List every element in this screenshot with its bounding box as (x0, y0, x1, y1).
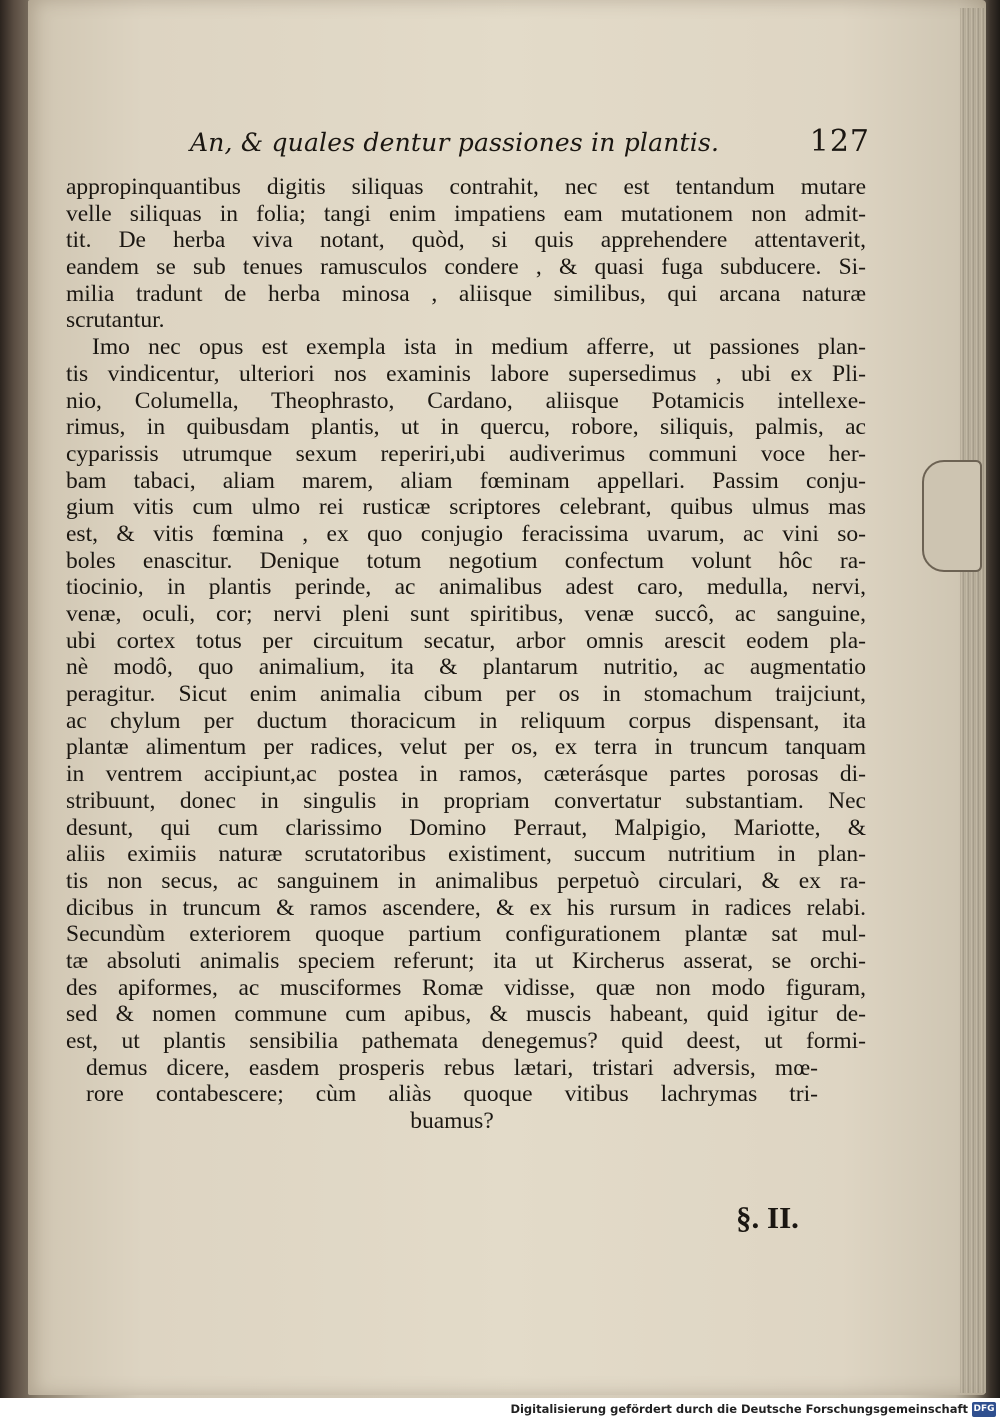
body-line: peragitur. Sicut enim animalia cibum per os in stomachum traijciunt, (66, 681, 866, 708)
body-line: Secundùm exteriorem quoque partium configurationem plantæ sat mul- (66, 921, 866, 948)
body-line: eandem se sub tenues ramusculos condere , & quasi fuga subducere. Si- (66, 254, 866, 281)
body-line: venæ, oculi, cor; nervi pleni sunt spiritibus, venæ succô, ac sanguine, (66, 601, 866, 627)
body-line: nè modô, quo animalium, ita & plantarum nutritio, ac augmentatio (66, 654, 866, 681)
body-text (66, 174, 866, 1135)
closing-block (86, 1055, 818, 1135)
body-line: ubi cortex totus per circuitum secatur, arbor omnis arescit eodem pla- (66, 627, 866, 654)
closing-line: demus dicere, easdem prosperis rebus lætari, tristari adversis, mœ- (86, 1054, 818, 1081)
body-line: dicibus in truncum & ramos ascendere, & ex his rursum in radices relabi. (66, 894, 866, 921)
body-line: velle siliquas in folia; tangi enim impatiens eam mutationem non admit- (66, 200, 866, 227)
dfg-logo: DFG (972, 1402, 996, 1417)
body-line: tiocinio, in plantis perinde, ac animalibus adest caro, medulla, nervi, (66, 574, 866, 601)
body-line: cyparissis utrumque sexum reperiri,ubi audiverimus communi voce her- (66, 440, 866, 467)
body-line: tis non secus, ac sanguinem in animalibus perpetuò circulari, & ex ra- (66, 867, 866, 894)
body-line: tis vindicentur, ulteriori nos examinis labore supersedimus , ubi ex Pli- (66, 360, 866, 387)
body-line: bam tabaci, aliam marem, aliam fœminam appellari. Passim conju- (66, 467, 866, 494)
body-line: tit. De herba viva notant, quòd, si quis apprehendere attentaverit, (66, 227, 866, 254)
body-line: appropinquantibus digitis siliquas contrahit, nec est tentandum mutare (66, 174, 866, 200)
body-line: plantæ alimentum per radices, velut per os, ex terra in truncum tanquam (66, 734, 866, 761)
section-heading: §. II. (736, 1200, 799, 1235)
body-line: Imo nec opus est exempla ista in medium afferre, ut passiones plan- (92, 334, 866, 361)
page-number: 127 (809, 124, 870, 159)
body-line: rimus, in quibusdam plantis, ut in quercu, robore, siliquis, palmis, ac (66, 414, 866, 441)
body-line: boles enascitur. Denique totum negotium confectum volunt hôc ra- (66, 547, 866, 574)
body-line: est, ut plantis sensibilia pathemata denegemus? quid deest, ut formi- (66, 1028, 866, 1054)
page-tab-marker (922, 460, 982, 572)
page-edges (960, 8, 986, 1393)
closing-line: buamus? (410, 1108, 494, 1135)
running-title: An, & quales dentur passiones in plantis. (190, 128, 720, 157)
body-line: aliis eximiis naturæ scrutatoribus existiment, succum nutritium in plan- (66, 841, 866, 868)
body-line: in ventrem accipiunt,ac postea in ramos, cæterásque partes porosas di- (66, 761, 866, 788)
body-line: scrutantur. (66, 307, 165, 334)
body-line: est, & vitis fœmina , ex quo conjugio feracissima uvarum, ac vini so- (66, 520, 866, 547)
body-line: des apiformes, ac musciformes Romæ vidisse, quæ non modo figuram, (66, 974, 866, 1001)
body-line: milia tradunt de herba minosa , aliisque similibus, qui arcana naturæ (66, 280, 866, 307)
body-line: tæ absoluti animalis speciem referunt; ita ut Kircherus asserat, se orchi- (66, 947, 866, 974)
page-header (190, 124, 870, 172)
body-line: desunt, qui cum clarissimo Domino Perraut, Malpigio, Mariotte, & (66, 814, 866, 841)
body-line: sed & nomen commune cum apibus, & muscis habeant, quid igitur de- (66, 1001, 866, 1028)
digitization-credit: Digitalisierung gefördert durch die Deutsche Forschungsgemeinschaft (510, 1402, 968, 1416)
closing-line: rore contabescere; cùm aliàs quoque vitibus lachrymas tri- (86, 1081, 818, 1108)
body-line: nio, Columella, Theophrasto, Cardano, aliisque Potamicis intellexe- (66, 387, 866, 414)
body-line: stribuunt, donec in singulis in propriam convertatur substantiam. Nec (66, 787, 866, 814)
body-line: ac chylum per ductum thoracicum in reliquum corpus dispensant, ita (66, 707, 866, 734)
body-line: gium vitis cum ulmo rei rusticæ scriptores celebrant, quibus ulmus mas (66, 494, 866, 521)
